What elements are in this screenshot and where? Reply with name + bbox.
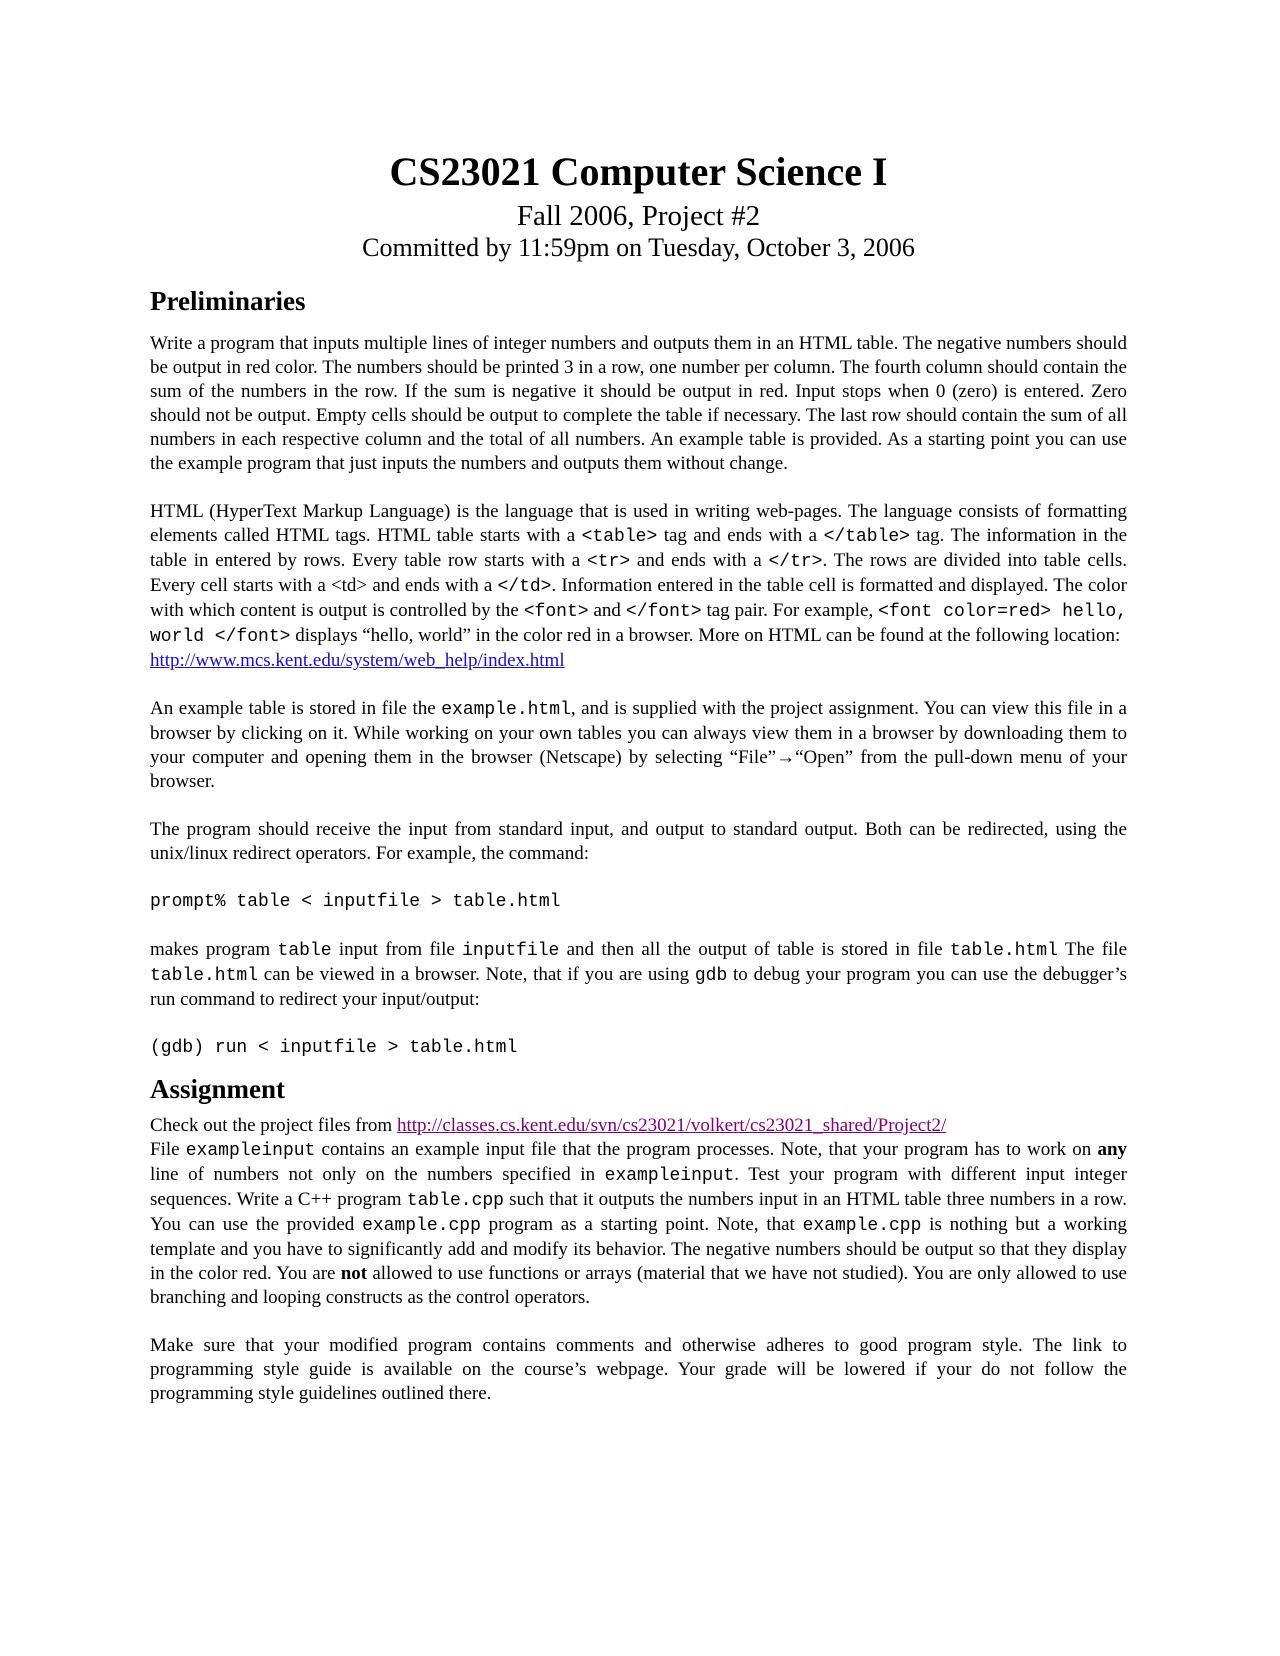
- text-run: Check out the project files from: [150, 1115, 397, 1136]
- html-help-link[interactable]: http://www.mcs.kent.edu/system/web_help/index.html: [150, 650, 565, 671]
- code-tr-close-tag: </tr>: [768, 552, 823, 572]
- code-font-close-tag: </font>: [625, 602, 702, 622]
- code-exampleinput: exampleinput: [185, 1141, 316, 1161]
- redirect-paragraph: [150, 938, 1127, 1012]
- code-example-cpp: example.cpp: [362, 1216, 481, 1236]
- text-run: contains an example input file that the program processes. Note, that your program has to work on: [315, 1139, 1098, 1160]
- text-run: makes program: [150, 939, 278, 960]
- code-table-cpp: table.cpp: [406, 1191, 504, 1211]
- assignment-heading: Assignment: [150, 1074, 286, 1104]
- code-table-html: table.html: [949, 941, 1058, 961]
- code-table-tag: <table>: [581, 527, 658, 547]
- text-run: HTML (HyperText Markup Language) is the language that is used in writing web-pages. The language consists of formatting elements called HTML tags. HTML table starts with a: [150, 501, 1127, 546]
- command-example-1: prompt% table < inputfile > table.html: [150, 892, 561, 912]
- deadline-line: Committed by 11:59pm on Tuesday, October 3, 2006: [362, 233, 915, 262]
- page-title: CS23021 Computer Science I: [389, 149, 888, 194]
- text-run: and: [588, 600, 626, 621]
- text-run: allowed to use functions or arrays (material that we have not studied). You are only allowed to use branching and looping constructs as the control operators.: [150, 1263, 1127, 1308]
- preliminaries-paragraph-1: Write a program that inputs multiple lines of integer numbers and outputs them in an HTML table. The negative numbers should be output in red color. The numbers should be printed 3 in a row, one number per column. The fourth column should contain the sum of the numbers in the row. If the sum is negative it should be output in red. Input stops when 0 (zero) is entered. Zero should not be output. Empty cells should be output to complete the table if necessary. The last row should contain the sum of all numbers in each respective column and the total of all numbers. An example table is provided. As a starting point you can use the example program that just inputs the numbers and outputs them without change.: [150, 333, 1127, 474]
- text-run: An example table is stored in file the: [150, 698, 442, 719]
- command-example-2: (gdb) run < inputfile > table.html: [150, 1038, 518, 1058]
- text-run: tag. The information in the table in entered by rows. Every table row starts with a: [150, 525, 1128, 571]
- text-run: . The rows are divided into table cells. Every cell starts with a <td> and ends with a: [150, 550, 1127, 596]
- text-run: tag pair. For example,: [701, 600, 879, 621]
- text-run: and ends with a: [630, 550, 769, 571]
- code-exampleinput: exampleinput: [604, 1166, 735, 1186]
- text-run: The file: [1057, 939, 1128, 960]
- bold-any: any: [1097, 1139, 1128, 1160]
- text-run: such that it outputs the numbers input in an HTML table three numbers in a row. You can use the provided: [150, 1189, 1127, 1235]
- bold-not: not: [340, 1263, 368, 1284]
- text-run: to debug your program you can use the debugger’s run command to redirect your input/output:: [150, 964, 1127, 1010]
- text-run: line of numbers not only on the numbers specified in: [150, 1164, 605, 1185]
- page-subtitle: Fall 2006, Project #2: [516, 200, 761, 232]
- text-run: input from file: [331, 939, 463, 960]
- code-font-example: <font color=red> hello, world </font>: [150, 602, 1127, 647]
- code-gdb: gdb: [694, 966, 728, 986]
- code-example-html: example.html: [441, 700, 571, 720]
- text-run: . Information entered in the table cell is formatted and displayed. The color with which content is output is controlled by the: [150, 575, 1127, 621]
- code-example-cpp: example.cpp: [802, 1216, 922, 1236]
- text-run: and then all the output of table is stored in file: [559, 939, 950, 960]
- io-paragraph: The program should receive the input from standard input, and output to standard output. Both can be redirected, using the unix/linux redirect operators. For example, the command:: [150, 819, 1127, 864]
- text-run: . Test your program with different input integer sequences. Write a C++ program: [150, 1164, 1128, 1210]
- code-table: table: [277, 941, 332, 961]
- code-tr-tag: <tr>: [586, 552, 631, 572]
- code-td-close-tag: </td>: [497, 577, 552, 597]
- assignment-paragraph-1: [150, 1114, 1127, 1310]
- preliminaries-heading: Preliminaries: [150, 286, 306, 316]
- html-intro-paragraph: [150, 500, 1127, 673]
- text-run: is nothing but a working template and you have to significantly add and modify its behavior. The negative numbers should be output so that they display in the color red. You are: [150, 1214, 1127, 1284]
- text-run: program as a starting point. Note, that: [480, 1214, 803, 1235]
- text-run: , and is supplied with the project assignment. You can view this file in a browser by clicking on it. While working on your own tables you can always view them in a browser by downloading them to your computer and opening them in the browser (Netscape) by selecting “File”→“Open” from the pull-down menu of your browser.: [150, 698, 1127, 792]
- code-inputfile: inputfile: [462, 941, 560, 961]
- code-table-close-tag: </table>: [823, 527, 910, 547]
- code-font-tag: <font>: [523, 602, 589, 622]
- text-run: tag and ends with a: [657, 525, 824, 546]
- text-run: displays “hello, world” in the color red in a browser. More on HTML can be found at the following location:: [290, 625, 1121, 646]
- assignment-paragraph-2: Make sure that your modified program contains comments and otherwise adheres to good program style. The link to programming style guide is available on the course’s webpage. Your grade will be lowered if your do not follow the programming style guidelines outlined there.: [150, 1335, 1127, 1404]
- example-table-paragraph: [150, 697, 1127, 794]
- project-files-link[interactable]: http://classes.cs.kent.edu/svn/cs23021/volkert/cs23021_shared/Project2/: [396, 1115, 947, 1136]
- document-page: [150, 150, 1127, 1430]
- text-run: File: [150, 1139, 186, 1160]
- code-table-html: table.html: [150, 966, 259, 986]
- text-run: can be viewed in a browser. Note, that if you are using: [258, 964, 695, 985]
